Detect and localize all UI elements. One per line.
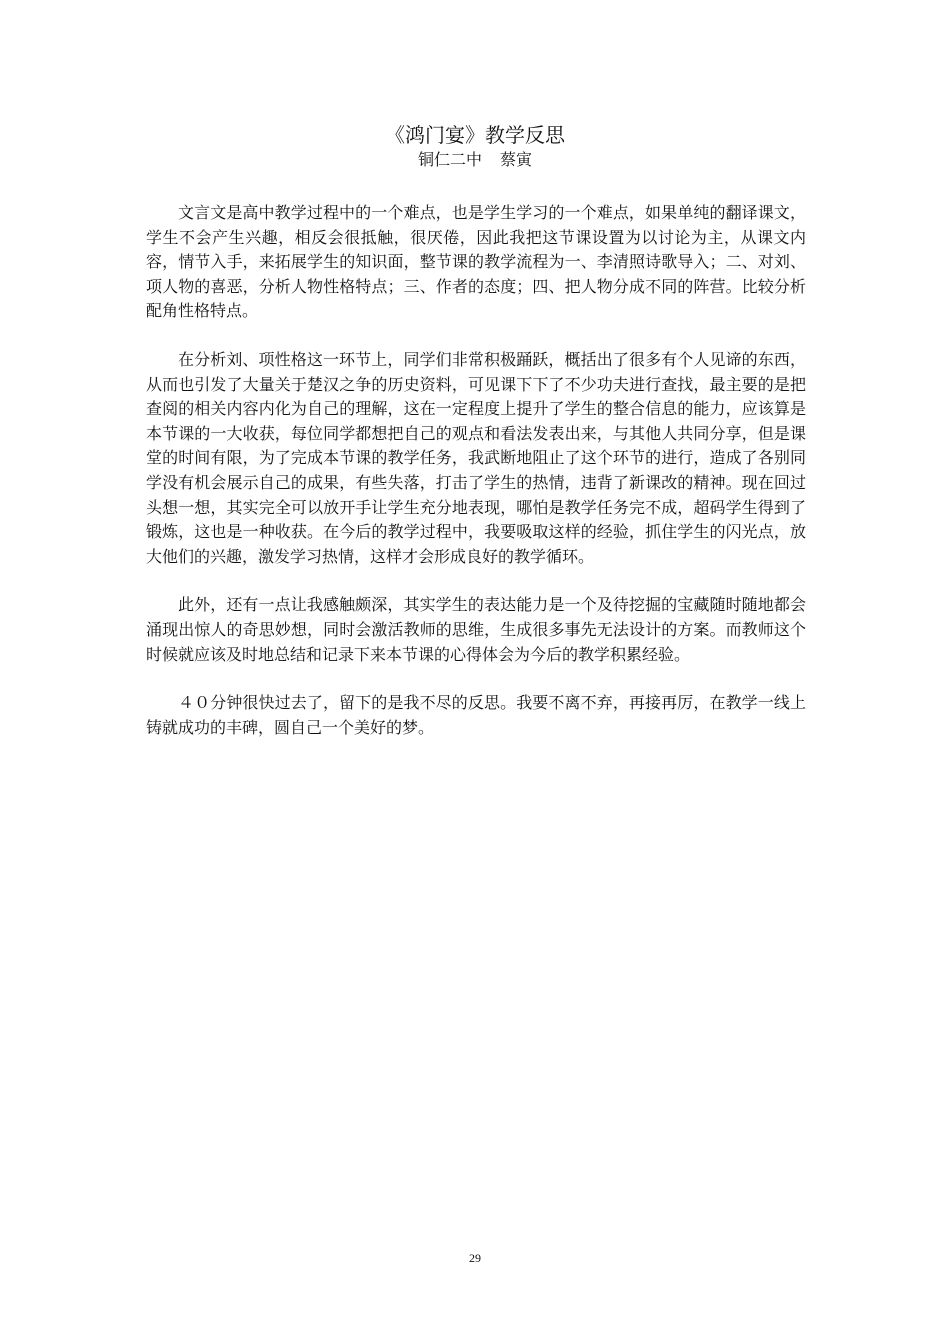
paragraph-1: 文言文是高中教学过程中的一个难点，也是学生学习的一个难点，如果单纯的翻译课文，学生不会产生兴趣，相反会很抵触，很厌倦，因此我把这节课设置为以讨论为主，从课文内容，情节入手，来拓展学生的知识面，整节课的教学流程为一、李清照诗歌导入；二、对刘、项人物的喜恶，分析人物性格特点；三、作者的态度；四、把人物分成不同的阵营。比较分析配角性格特点。	[146, 203, 806, 321]
author-name: 蔡寅	[500, 150, 533, 169]
paragraph-4: ４０分钟很快过去了，留下的是我不尽的反思。我要不离不弃，再接再厉，在教学一线上铸就成功的丰碑，圆自己一个美好的梦。	[146, 693, 806, 737]
document-title: 《鸿门宴》教学反思	[385, 123, 565, 147]
document-body	[146, 201, 806, 764]
paragraph-3: 此外，还有一点让我感触颇深，其实学生的表达能力是一个及待挖掘的宝藏随时随地都会涌现出惊人的奇思妙想，同时会激活教师的思维，生成很多事先无法设计的方案。而教师这个时候就应该及时地总结和记录下来本节课的心得体会为今后的教学积累经验。	[146, 595, 806, 664]
paragraph-2: 在分析刘、项性格这一环节上，同学们非常积极踊跃，概括出了很多有个人见谛的东西，从而也引发了大量关于楚汉之争的历史资料，可见课下下了不少功夫进行查找，最主要的是把查阅的相关内容内化为自己的理解，这在一定程度上提升了学生的整合信息的能力，应该算是本节课的一大收获，每位同学都想把自己的观点和看法发表出来，与其他人共同分享，但是课堂的时间有限，为了完成本节课的教学任务，我武断地阻止了这个环节的进行，造成了各别同学没有机会展示自己的成果，有些失落，打击了学生的热情，违背了新课改的精神。现在回过头想一想，其实完全可以放开手让学生充分地表现，哪怕是教学任务完不成，超码学生得到了锻炼，这也是一种收获。在今后的教学过程中，我要吸取这样的经验，抓住学生的闪光点，放大他们的兴趣，激发学习热情，这样才会形成良好的教学循环。	[146, 349, 806, 566]
page-number: 29	[469, 1251, 481, 1265]
author-school: 铜仁二中	[417, 150, 482, 169]
author-line	[0, 149, 950, 171]
